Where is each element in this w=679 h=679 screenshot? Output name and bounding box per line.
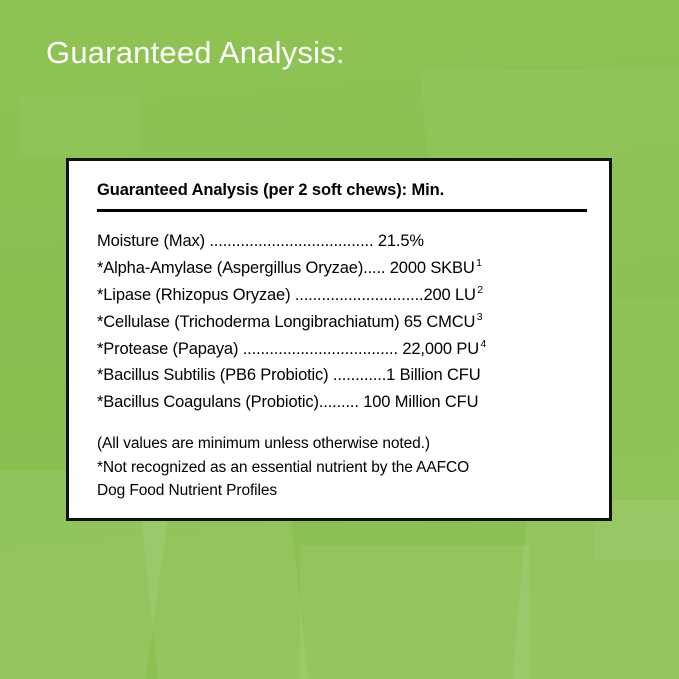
list-item <box>97 362 583 389</box>
background-shape <box>141 520 308 679</box>
nutrient-text: *Lipase (Rhizopus Oryzae) .............................200 LU <box>97 285 476 304</box>
list-item <box>97 336 583 363</box>
list-item <box>97 282 583 309</box>
background-shape <box>20 95 140 155</box>
footnote-line: (All values are minimum unless otherwise noted.) <box>97 435 430 453</box>
footnote-line: *Not recognized as an essential nutrient by the AAFCO <box>97 458 470 476</box>
footnotes <box>97 432 583 503</box>
footnote-marker: 2 <box>477 284 483 297</box>
nutrient-text: *Protease (Papaya) ................................... 22,000 PU <box>97 339 479 358</box>
nutrient-text: *Alpha-Amylase (Aspergillus Oryzae)..... 2000 SKBU <box>97 258 475 277</box>
guaranteed-analysis-panel <box>66 158 612 521</box>
nutrient-list <box>97 228 583 416</box>
panel-title: Guaranteed Analysis (per 2 soft chews): Min. <box>97 181 445 199</box>
nutrient-text: *Bacillus Coagulans (Probiotic)......... 100 Million CFU <box>97 393 479 412</box>
list-item <box>97 255 583 282</box>
page-title: Guaranteed Analysis: <box>46 35 345 70</box>
background-shape <box>512 500 679 679</box>
list-item <box>97 309 583 336</box>
list-item <box>97 228 583 255</box>
background-shape <box>300 545 530 679</box>
panel-divider <box>97 209 587 212</box>
footnote-line: Dog Food Nutrient Profiles <box>97 482 278 500</box>
footnote-marker: 3 <box>476 311 483 324</box>
footnote-marker: 1 <box>476 257 482 270</box>
nutrient-text: *Cellulase (Trichoderma Longibrachiatum) 65 CMCU <box>97 312 476 331</box>
nutrient-text: *Bacillus Subtilis (PB6 Probiotic) ............1 Billion CFU <box>97 366 481 385</box>
list-item <box>97 389 583 416</box>
nutrient-text: Moisture (Max) ..................................... 21.5% <box>97 232 424 250</box>
footnote-marker: 4 <box>480 338 487 351</box>
